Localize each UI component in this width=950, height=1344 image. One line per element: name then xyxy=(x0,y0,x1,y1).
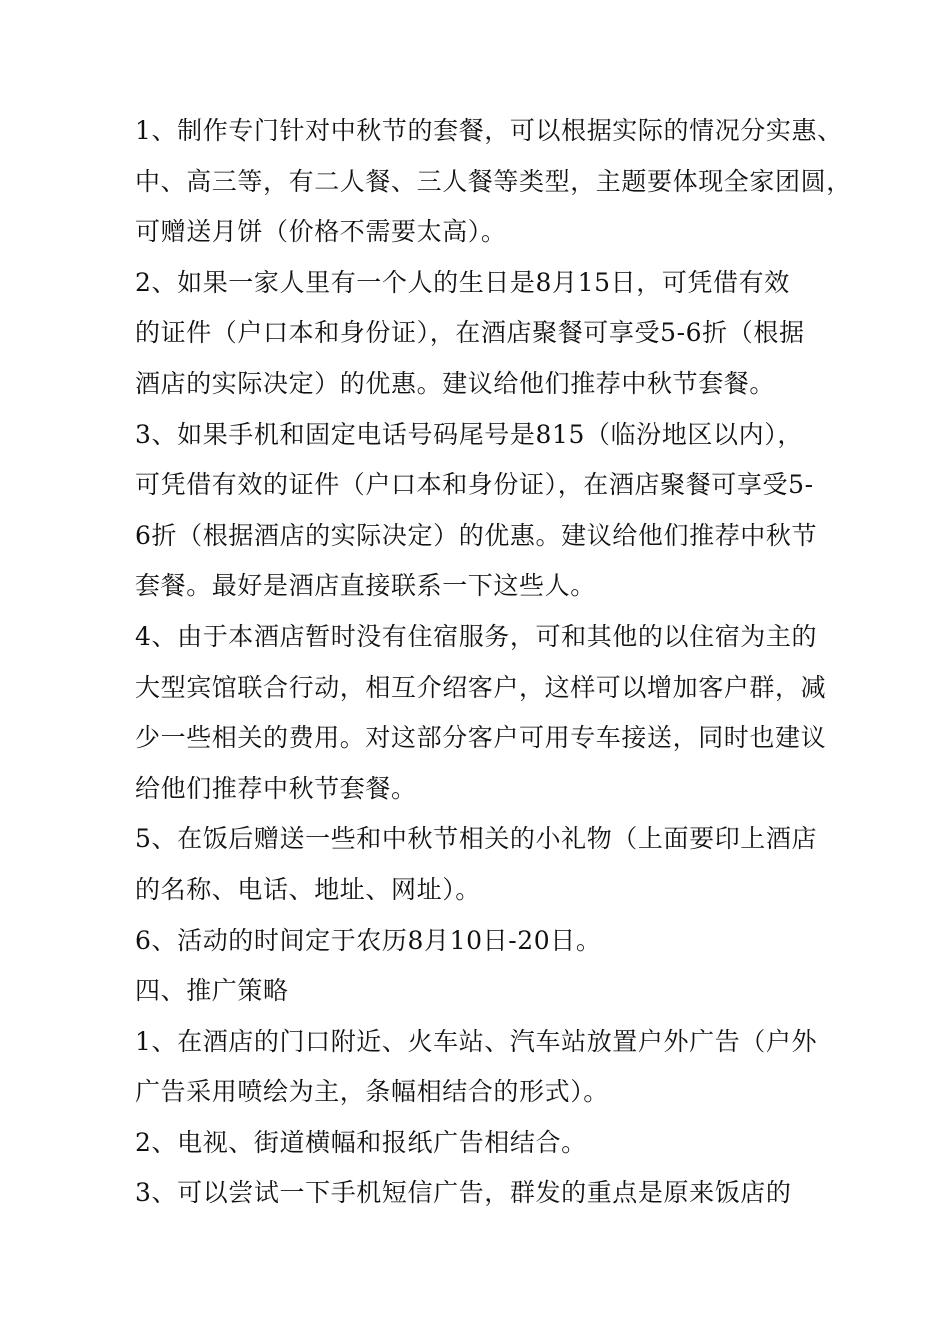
text-line-1: 1、制作专门针对中秋节的套餐，可以根据实际的情况分实惠、 xyxy=(135,116,843,145)
text-line-12: 大型宾馆联合行动，相互介绍客户，这样可以增加客户群，减 xyxy=(135,672,827,702)
text-line-13: 少一些相关的费用。对这部分客户可用专车接送，同时也建议 xyxy=(135,723,827,753)
text-line-5: 的证件（户口本和身份证），在酒店聚餐可享受5-6折（根据 xyxy=(135,318,805,348)
text-line-14: 给他们推荐中秋节套餐。 xyxy=(135,773,417,803)
text-line-7: 3、如果手机和固定电话号码尾号是815（临汾地区以内）， xyxy=(135,419,803,449)
text-line-10: 套餐。最好是酒店直接联系一下这些人。 xyxy=(135,571,596,601)
text-line-9: 6折（根据酒店的实际决定）的优惠。建议给他们推荐中秋节 xyxy=(135,520,818,550)
text-line-22: 3、可以尝试一下手机短信广告，群发的重点是原来饭店的 xyxy=(135,1178,792,1208)
text-line-8: 可凭借有效的证件（户口本和身份证），在酒店聚餐可享受5- xyxy=(135,470,814,500)
section-heading: 四、推广策略 xyxy=(135,976,289,1006)
document-body xyxy=(135,106,855,1219)
text-line-4: 2、如果一家人里有一个人的生日是8月15日，可凭借有效 xyxy=(135,267,790,297)
text-line-2: 中、高三等，有二人餐、三人餐等类型，主题要体现全家团圆， xyxy=(135,166,852,196)
text-line-16: 的名称、电话、地址、网址）。 xyxy=(135,874,481,904)
text-line-6: 酒店的实际决定）的优惠。建议给他们推荐中秋节套餐。 xyxy=(135,368,776,398)
text-line-11: 4、由于本酒店暂时没有住宿服务，可和其他的以住宿为主的 xyxy=(135,621,818,651)
text-line-17: 6、活动的时间定于农历8月10日-20日。 xyxy=(135,925,602,955)
text-line-15: 5、在饭后赠送一些和中秋节相关的小礼物（上面要印上酒店 xyxy=(135,824,818,854)
text-line-3: 可赠送月饼（价格不需要太高）。 xyxy=(135,217,507,247)
text-line-20: 广告采用喷绘为主，条幅相结合的形式）。 xyxy=(135,1077,609,1107)
text-line-21: 2、电视、街道横幅和报纸广告相结合。 xyxy=(135,1127,587,1157)
text-line-19: 1、在酒店的门口附近、火车站、汽车站放置户外广告（户外 xyxy=(135,1026,818,1056)
